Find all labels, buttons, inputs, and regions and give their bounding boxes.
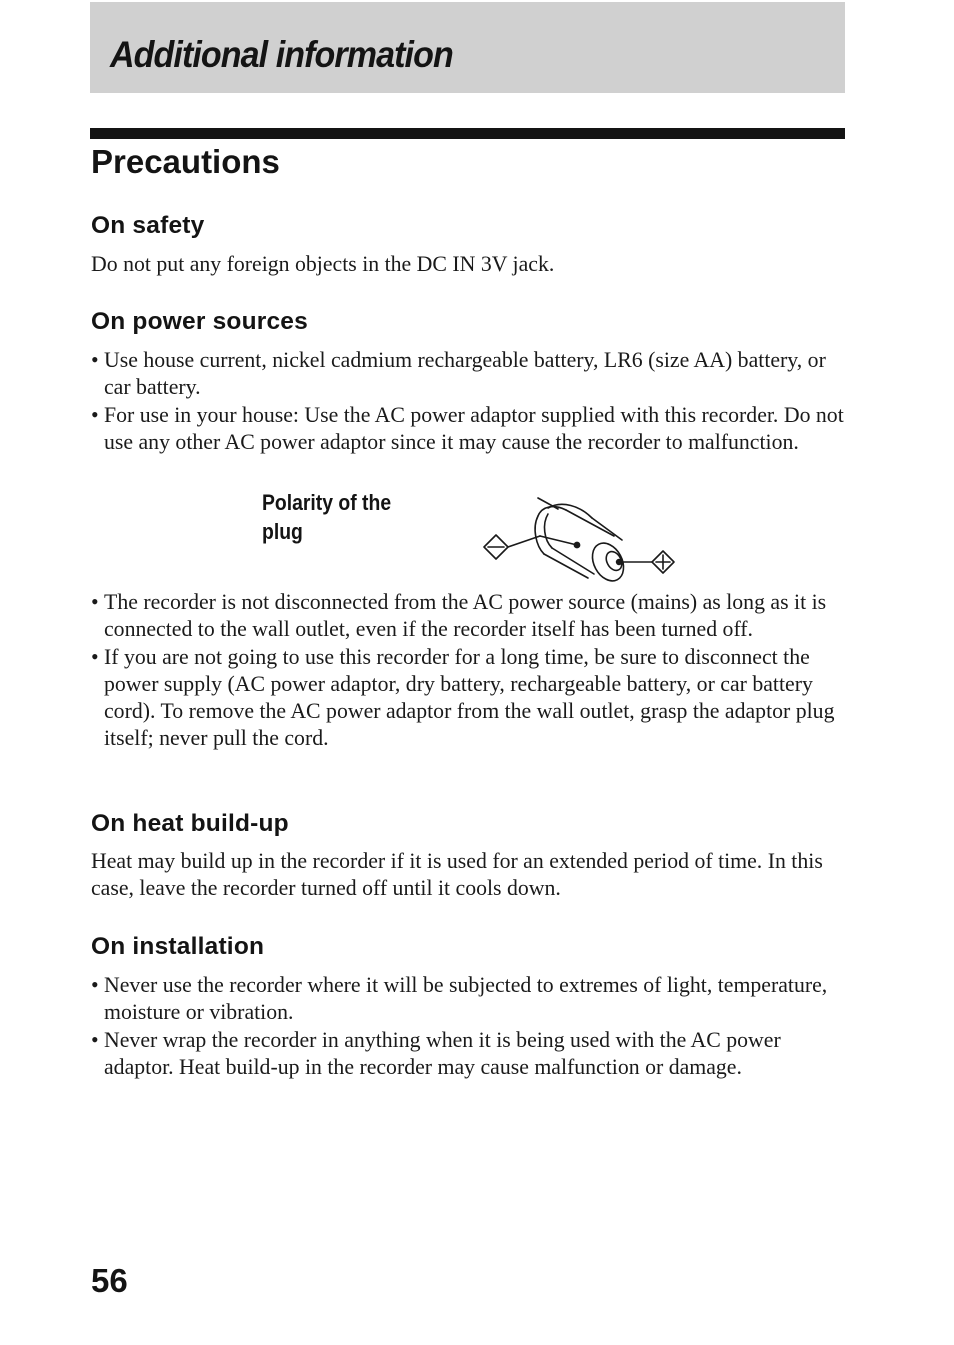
- power-list-bottom: [91, 589, 853, 753]
- heat-text: Heat may build up in the recorder if it is used for an extended period of time. In this case, leave the recorder turned off until it cools down.: [91, 849, 823, 901]
- list-item: • If you are not going to use this recorder for a long time, be sure to disconnect the power supply (AC power adaptor, dry battery, rechargeable battery, or car battery cord). To remove the AC power adaptor from the wall outlet, grasp the adaptor plug itself; never pull the cord.: [91, 644, 853, 753]
- polarity-label: Polarity of the plug: [262, 490, 392, 544]
- heading-on-installation: On installation: [91, 933, 265, 960]
- list-item: • Never wrap the recorder in anything when it is being used with the AC power adaptor. Heat build-up in the recorder may cause malfunction or damage.: [91, 1027, 853, 1082]
- list-item: • For use in your house: Use the AC power adaptor supplied with this recorder. Do not use any other AC power adaptor since it may cause the recorder to malfunction.: [91, 402, 853, 457]
- safety-text: Do not put any foreign objects in the DC IN 3V jack.: [91, 252, 555, 276]
- minus-symbol-icon: [484, 535, 508, 559]
- plus-symbol-icon: [652, 551, 674, 573]
- heading-on-heat-build-up: On heat build-up: [91, 810, 289, 837]
- title-rule: [90, 128, 845, 139]
- list-item: • Use house current, nickel cadmium rechargeable battery, LR6 (size AA) battery, or car battery.: [91, 347, 853, 402]
- section-title: Additional information: [110, 34, 453, 75]
- page-title: Precautions: [91, 143, 280, 180]
- list-item: • Never use the recorder where it will be subjected to extremes of light, temperature, moisture or vibration.: [91, 972, 853, 1027]
- installation-list: [91, 972, 853, 1081]
- page-number: 56: [91, 1262, 128, 1299]
- heading-on-safety: On safety: [91, 212, 205, 239]
- plug-polarity-icon: [476, 490, 686, 590]
- heading-on-power-sources: On power sources: [91, 308, 308, 335]
- power-list-top: [91, 347, 853, 456]
- list-item: • The recorder is not disconnected from the AC power source (mains) as long as it is connected to the wall outlet, even if the recorder itself has been turned off.: [91, 589, 853, 644]
- section-banner: [90, 2, 845, 93]
